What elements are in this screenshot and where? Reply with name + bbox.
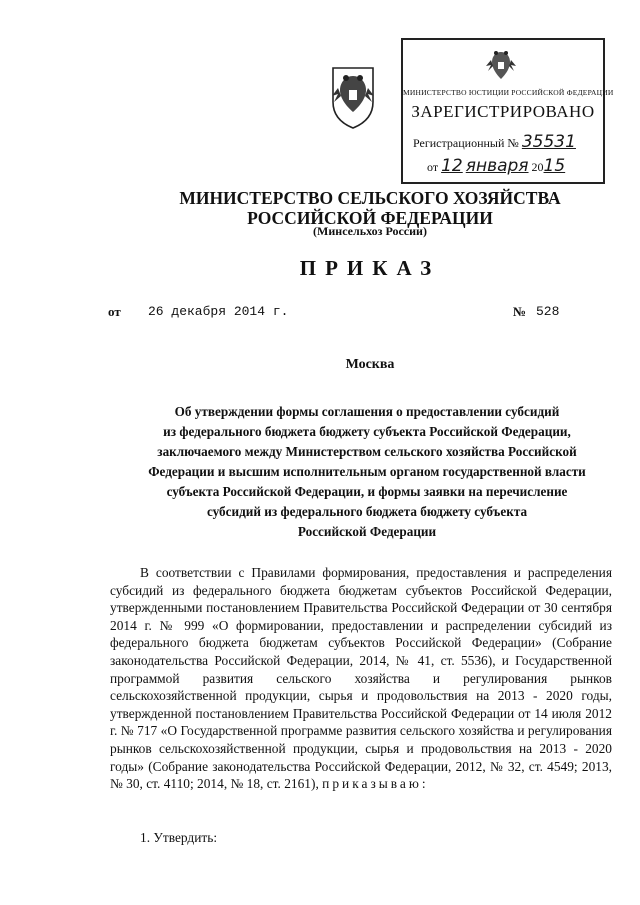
order-title: ПРИКАЗ (299, 256, 441, 280)
subject-line: Об утверждении формы соглашения о предоставлении субсидий (174, 404, 560, 419)
stamp-date-year-prefix: 20 (531, 160, 544, 174)
subject-line: субъекта Российской Федерации, и формы заявки на перечисление (166, 484, 568, 499)
stamp-date-line (427, 156, 565, 176)
stamp-reg-label: Регистрационный № (413, 136, 519, 150)
subject-line: заключаемого между Министерством сельского хозяйства Российской (157, 444, 577, 459)
stamp-ministry-name: МИНИСТЕРСТВО ЮСТИЦИИ РОССИЙСКОЙ ФЕДЕРАЦИИ (403, 88, 614, 97)
stamp-coat-of-arms-icon (485, 46, 517, 86)
stamp-registered-label: ЗАРЕГИСТРИРОВАНО (411, 102, 595, 121)
stamp-date-month: января (465, 156, 529, 176)
stamp-from-label: от (427, 160, 439, 174)
stamp-registration-number-line (413, 132, 576, 152)
order-from-label: от (108, 304, 121, 319)
order-subject (130, 402, 604, 542)
item-1: 1. Утвердить: (140, 830, 218, 845)
order-number: 528 (536, 304, 560, 319)
ministry-short-name: (Минсельхоз России) (313, 224, 427, 238)
coat-of-arms-icon (328, 62, 378, 130)
ministry-name (140, 188, 600, 228)
subject-line: из федерального бюджета бюджету субъекта Российской Федерации, (163, 424, 571, 439)
stamp-date-year-suffix: 15 (543, 156, 566, 176)
ministry-name-line1: МИНИСТЕРСТВО СЕЛЬСКОГО ХОЗЯЙСТВА (179, 188, 561, 208)
order-date: 26 декабря 2014 г. (148, 304, 289, 319)
body-paragraph-text: В соответствии с Правилами формирования, предоставления и распределения субсидий из федерального бюджета бюджетам субъектов Российской Федерации, утвержденными постановлением Правительства Российской Федерации от 30 сентября 2014 г. № 999 «О формировании, предоставлении и распределении субсидий из федерального бюджета бюджетам субъектов Российской Федерации» (Собрание законодательства Российской Федерации, 2014, № 41, ст. 5536), и Государственной программой развития сельского хозяйства и регулирования рынков сельскохозяйственной продукции, сырья и продовольствия на 2013 - 2020 годы, утвержденной постановлением Правительства Российской Федерации от 14 июля 2012 г. № 717 «О Государственной программе развития сельского хозяйства и регулирования рынков сельскохозяйственной продукции, сырья и продовольствия на 2013 - 2020 годы» (Собрание законодательства Российской Федерации, 2012, № 32, ст. 4549; 2013, № 30, ст. 4110; 2014, № 18, ст. 2161), (110, 565, 612, 792)
subject-line: субсидий из федерального бюджета бюджету субъекта (206, 504, 528, 519)
stamp-date-day: 12 (441, 156, 463, 176)
registration-stamp (401, 38, 614, 184)
body-paragraph (110, 564, 612, 793)
subject-line: Федерации и высшим исполнительным органом государственной власти (148, 464, 586, 479)
subject-line: Российской Федерации (297, 524, 437, 539)
city-name: Москва (345, 357, 395, 372)
stamp-reg-number: 35531 (521, 132, 576, 152)
order-number-label: № (513, 304, 527, 319)
order-word: приказываю: (322, 776, 429, 792)
order-body (110, 564, 612, 793)
ministry-name-line2: РОССИЙСКОЙ ФЕДЕРАЦИИ (247, 208, 493, 228)
